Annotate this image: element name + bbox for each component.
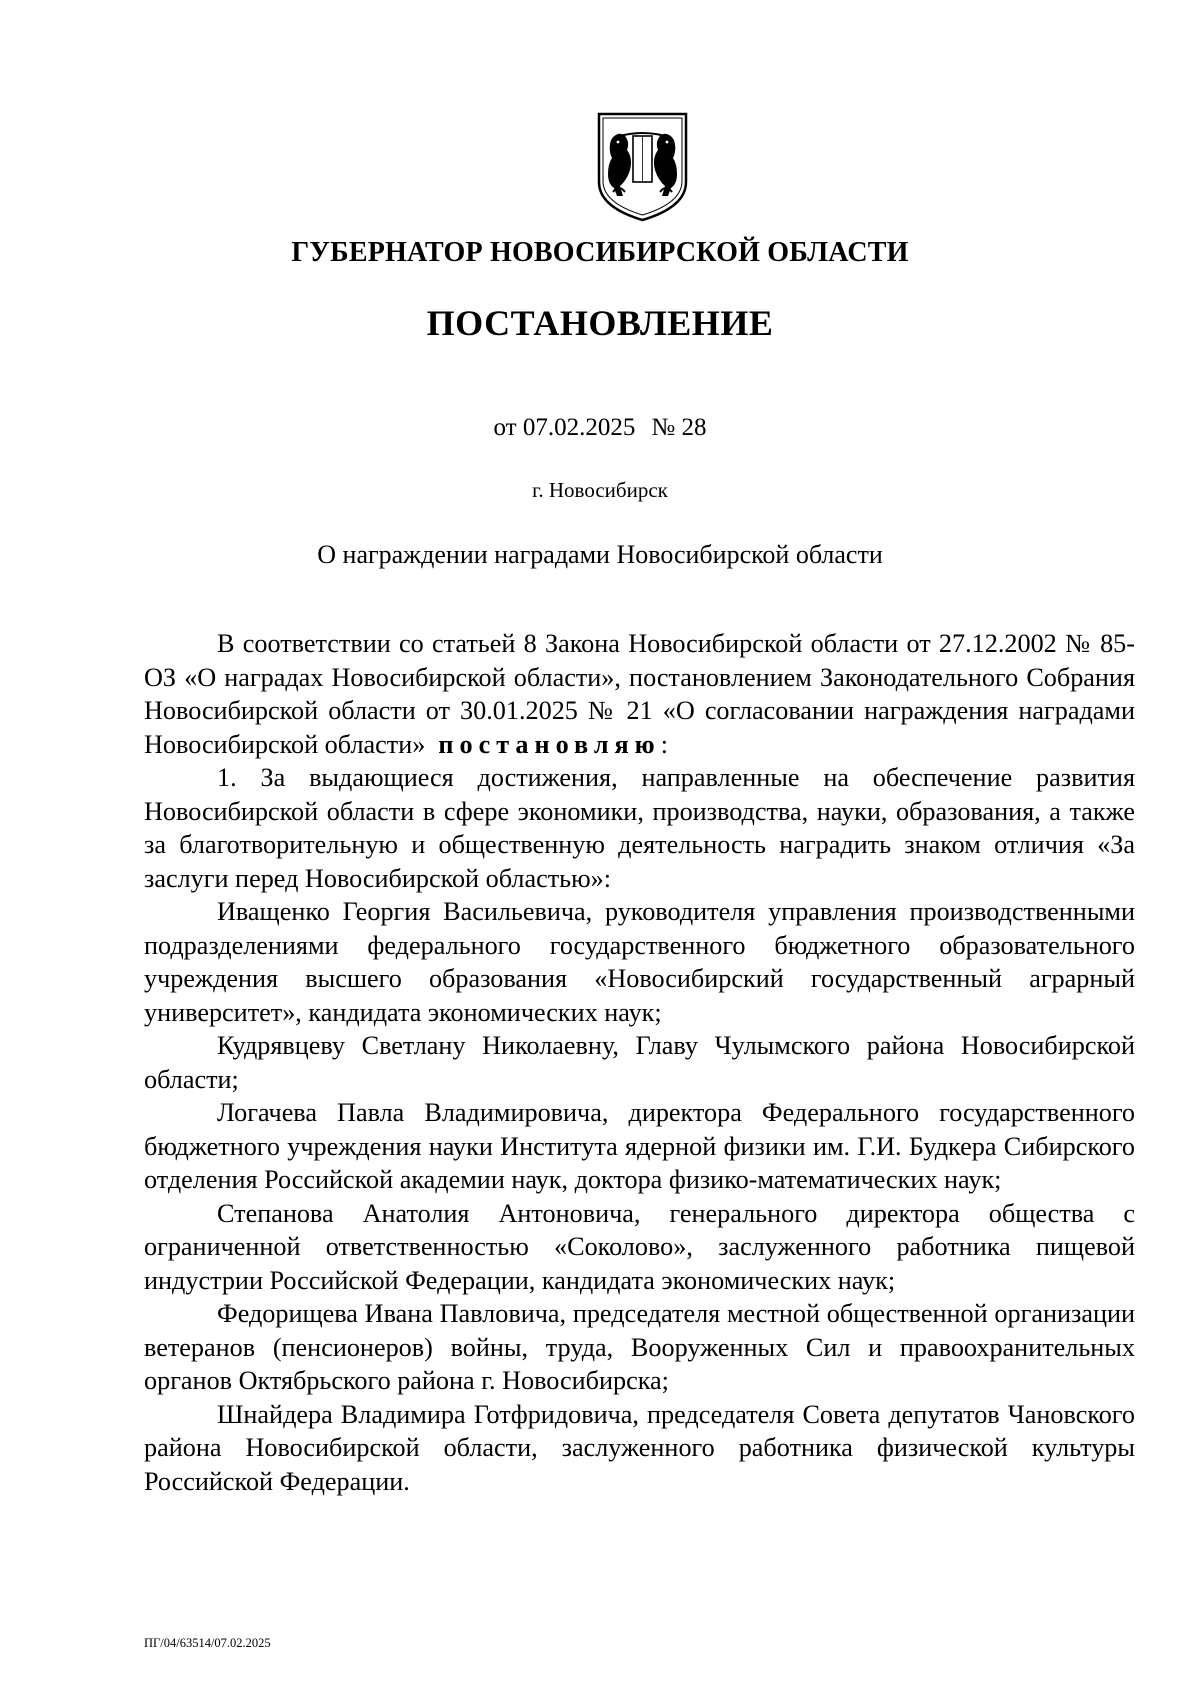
resolve-word: постановляю [438,729,661,759]
document-subject: О награждении наградами Новосибирской области [317,540,883,569]
document-date: от 07.02.2025 [493,414,636,441]
coat-of-arms-icon [595,112,690,222]
awardee-paragraph: Логачева Павла Владимировича, директора Федерального государственного бюджетного учреждения науки Института ядерной физики им. Г.И. Будкера Сибирского отделения Российской академии наук, доктора физико-математических наук; [144,1098,1135,1194]
awardee-paragraph: Степанова Анатолия Антоновича, генерального директора общества с ограниченной ответственностью «Соколово», заслуженного работника пищевой индустрии Российской Федерации, кандидата экономических наук; [144,1198,1135,1295]
awardee-paragraph: Иващенко Георгия Васильевича, руководителя управления производственными подразделениями федерального государственного бюджетного образовательного учреждения высшего образования «Новосибирский государственный аграрный университет», кандидата экономических наук; [144,897,1135,1027]
registration-code: ПГ/04/63514/07.02.2025 [144,1636,271,1650]
awardee-paragraph: Кудрявцеву Светлану Николаевну, Главу Чулымского района Новосибирской области; [144,1031,1135,1094]
issuing-authority: ГУБЕРНАТОР НОВОСИБИРСКОЙ ОБЛАСТИ [291,237,909,268]
item-1-paragraph: 1. За выдающиеся достижения, направленные на обеспечение развития Новосибирской области в сфере экономики, производства, науки, образования, а также за благотворительную и общественную деятельность наградить знаком отличия «За заслуги перед Новосибирской областью»: [144,763,1135,893]
document-body [144,627,1135,1498]
awardee-paragraph: Федорищева Ивана Павловича, председателя местной общественной организации ветеранов (пенсионеров) войны, труда, Вооруженных Сил и правоохранительных органов Октябрьского района г. Новосибирска; [144,1299,1135,1395]
awardee-paragraph: Шнайдера Владимира Готфридовича, председателя Совета депутатов Чановского района Новосибирской области, заслуженного работника физической культуры Российской Федерации. [144,1399,1135,1496]
document-number: № 28 [651,414,707,441]
document-type-title: ПОСТАНОВЛЕНИЕ [426,303,774,343]
date-number-line [0,414,1200,442]
preamble-paragraph [144,627,1135,761]
preamble-text: В соответствии со статьей 8 Закона Новосибирской области от 27.12.2002 № 85-ОЗ «О наградах Новосибирской области», постановлением Законодательного Собрания Новосибирской области от 30.01.2025 № 21 «О согласовании награждения наградами Новосибирской области» [144,629,1135,759]
issue-city: г. Новосибирск [532,478,668,502]
resolve-suffix: : [660,729,668,759]
